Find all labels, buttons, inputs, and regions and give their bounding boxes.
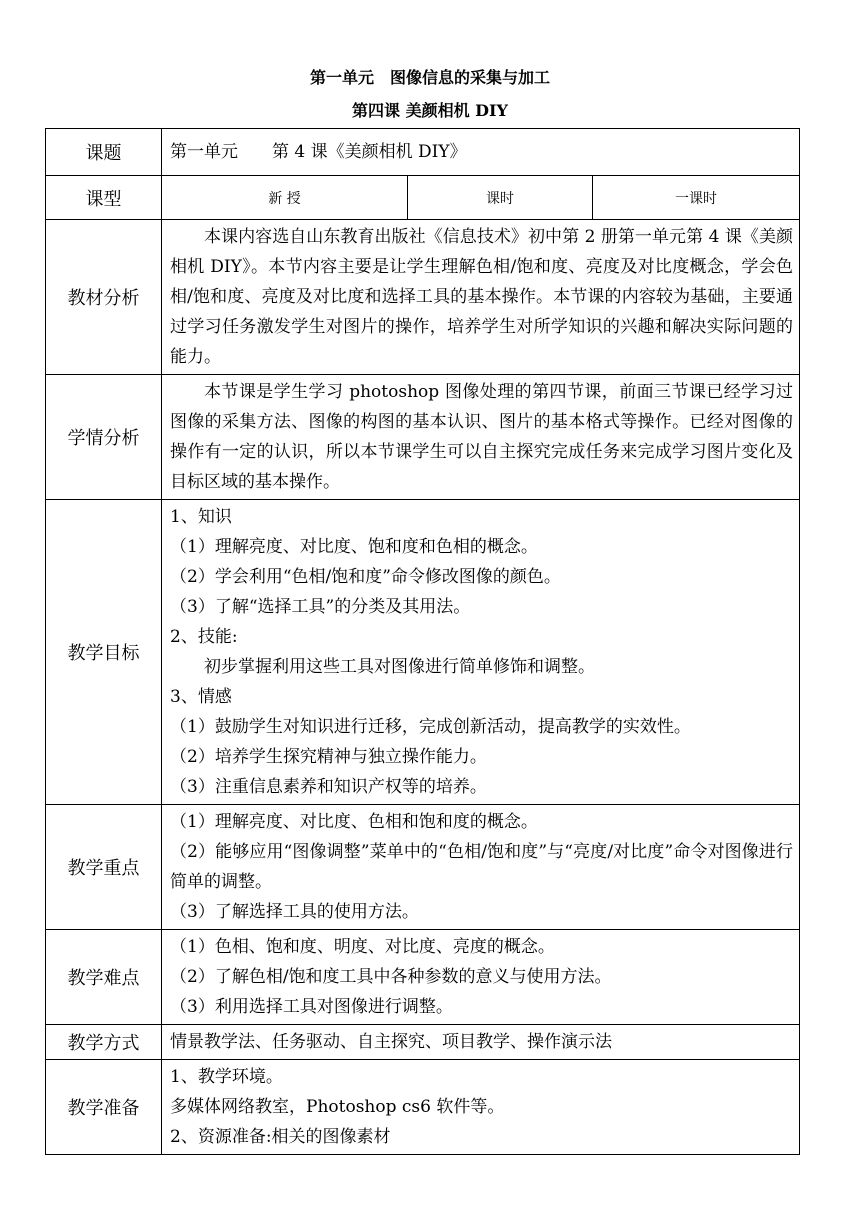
- goals-line: （2）学会利用“色相/饱和度”命令修改图像的颜色。: [170, 567, 561, 587]
- goals-line: （3）了解“选择工具”的分类及其用法。: [170, 597, 471, 617]
- row-learner: [46, 375, 800, 500]
- row-key-points: [46, 805, 800, 930]
- row-difficulties: [46, 930, 800, 1025]
- key-points-content: [162, 805, 800, 930]
- goals-line: （1）理解亮度、对比度、饱和度和色相的概念。: [170, 537, 538, 557]
- lesson-title: 第四课 美颜相机 DIY: [352, 101, 508, 120]
- difficulty-line: （2）了解色相/饱和度工具中各种参数的意义与使用方法。: [170, 967, 612, 987]
- learner-label: 学情分析: [46, 375, 162, 500]
- methods-text: 情景教学法、任务驱动、自主探究、项目教学、操作演示法: [162, 1025, 800, 1060]
- row-type: [46, 176, 800, 220]
- material-label: 教材分析: [46, 220, 162, 375]
- preparation-line: 多媒体网络教室，Photoshop cs6 软件等。: [170, 1097, 505, 1117]
- type-label: 课型: [46, 176, 162, 220]
- difficulty-line: （3）利用选择工具对图像进行调整。: [170, 997, 453, 1017]
- key-points-label: 教学重点: [46, 805, 162, 930]
- row-goals: [46, 500, 800, 805]
- methods-label: 教学方式: [46, 1025, 162, 1060]
- preparation-label: 教学准备: [46, 1060, 162, 1155]
- topic-label: 课题: [46, 129, 162, 176]
- difficulties-label: 教学难点: [46, 930, 162, 1025]
- row-methods: [46, 1025, 800, 1060]
- preparation-content: [162, 1060, 800, 1155]
- topic-value: 第一单元 第 4 课《美颜相机 DIY》: [162, 129, 800, 176]
- hours-value: 一课时: [593, 176, 800, 220]
- material-text: 本课内容选自山东教育出版社《信息技术》初中第 2 册第一单元第 4 课《美颜相机 DIY》。本节内容主要是让学生理解色相/饱和度、亮度及对比度概念，学会色相/饱和度、亮度及对比度和选择工具的基本操作。本节课的内容较为基础，主要通过学习任务激发学生对图片的操作，培养学生对所学知识的兴趣和解决实际问题的能力。: [162, 220, 800, 375]
- goals-line: 2、技能:: [170, 627, 238, 647]
- row-topic: [46, 129, 800, 176]
- key-point-line: （3）了解选择工具的使用方法。: [170, 902, 419, 922]
- goals-line: 3、情感: [170, 687, 232, 707]
- goals-line: 1、知识: [170, 507, 232, 527]
- key-point-line: （1）理解亮度、对比度、色相和饱和度的概念。: [170, 812, 538, 832]
- preparation-line: 1、教学环境。: [170, 1067, 283, 1087]
- learner-text: 本节课是学生学习 photoshop 图像处理的第四节课，前面三节课已经学习过图像的采集方法、图像的构图的基本认识、图片的基本格式等操作。已经对图像的操作有一定的认识，所以本节课学生可以自主探究完成任务来完成学习图片变化及目标区域的基本操作。: [162, 375, 800, 500]
- lesson-plan-table: [45, 128, 800, 1155]
- key-point-line: （2）能够应用“图像调整”菜单中的“色相/饱和度”与“亮度/对比度”命令对图像进行简单的调整。: [170, 842, 794, 892]
- difficulties-content: [162, 930, 800, 1025]
- goals-content: [162, 500, 800, 805]
- goals-line: （1）鼓励学生对知识进行迁移，完成创新活动，提高教学的实效性。: [170, 717, 691, 737]
- row-preparation: [46, 1060, 800, 1155]
- difficulty-line: （1）色相、饱和度、明度、对比度、亮度的概念。: [170, 937, 555, 957]
- preparation-line: 2、资源准备:相关的图像素材: [170, 1127, 391, 1147]
- goals-line: 初步掌握利用这些工具对图像进行简单修饰和调整。: [204, 657, 595, 677]
- goals-line: （3）注重信息素养和知识产权等的培养。: [170, 777, 487, 797]
- hours-label: 课时: [408, 176, 593, 220]
- row-material: [46, 220, 800, 375]
- goals-label: 教学目标: [46, 500, 162, 805]
- type-value: 新 授: [162, 176, 408, 220]
- unit-title: 第一单元 图像信息的采集与加工: [309, 68, 550, 87]
- goals-line: （2）培养学生探究精神与独立操作能力。: [170, 747, 487, 767]
